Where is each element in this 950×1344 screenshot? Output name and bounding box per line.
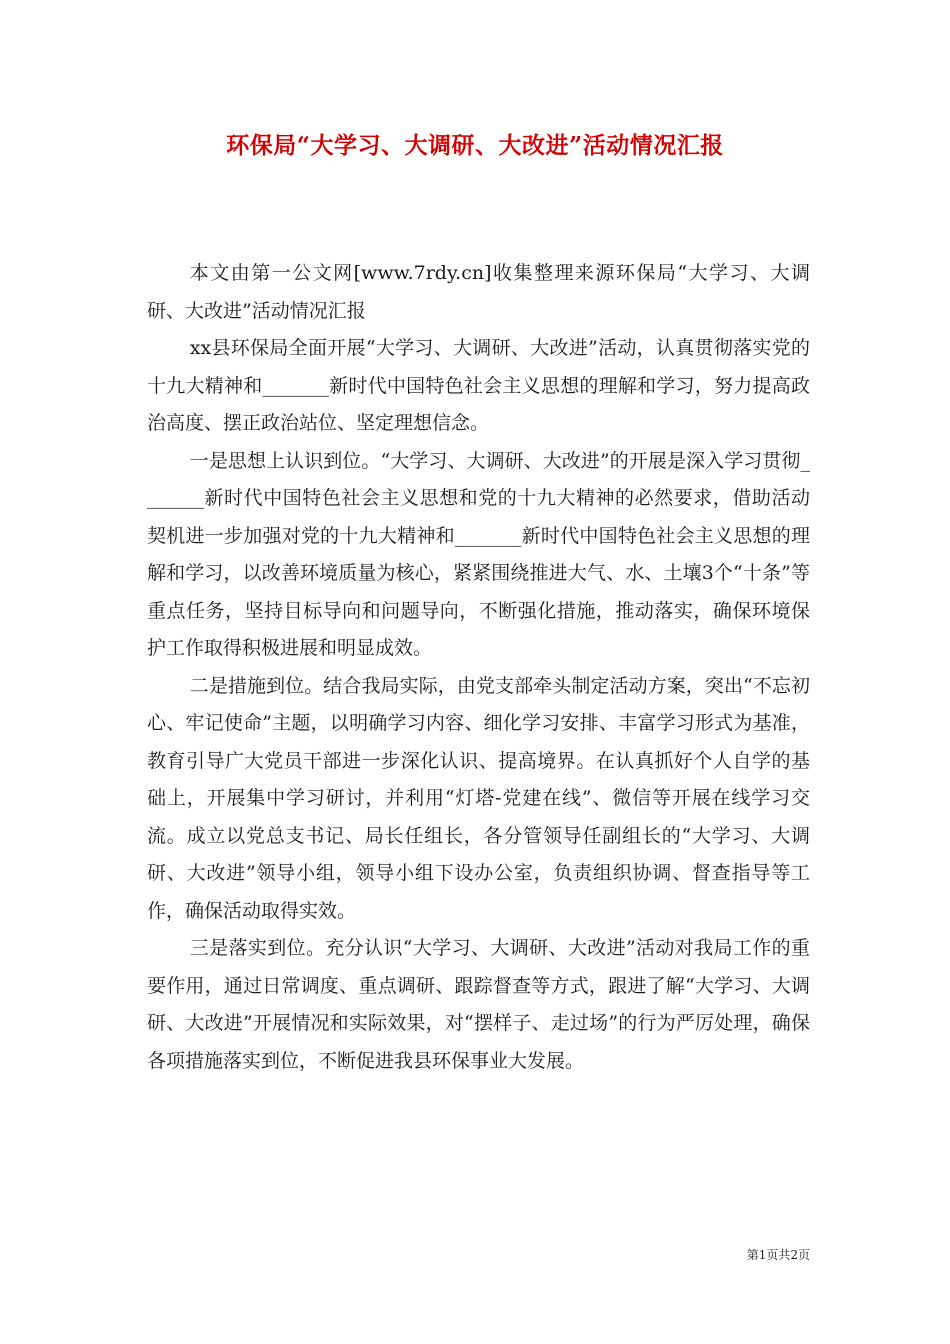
- paragraph-point-three: 三是落实到位。充分认识“大学习、大调研、大改进”活动对我局工作的重要作用，通过日常调度、重点调研、跟踪督查等方式，跟进了解“大学习、大调研、大改进”开展情况和实际效果，对“摆样子、走过场”的行为严厉处理，确保各项措施落实到位，不断促进我县环保事业大发展。: [147, 937, 810, 1072]
- page-title: 环保局“大学习、大调研、大改进”活动情况汇报: [226, 132, 724, 159]
- paragraph-point-two: 二是措施到位。结合我局实际，由党支部牵头制定活动方案，突出“不忘初心、牢记使命”主题，以明确学习内容、细化学习安排、丰富学习形式为基准，教育引导广大党员干部进一步深化认识、提高境界。在认真抓好个人自学的基础上，开展集中学习研讨，并利用“灯塔-党建在线”、微信等开展在线学习交流。成立以党总支书记、局长任组长，各分管领导任副组长的“大学习、大调研、大改进”领导小组，领导小组下设办公室，负责组织协调、督查指导等工作，确保活动取得实效。: [147, 674, 810, 922]
- document-body: [147, 255, 810, 1080]
- page-number: 第1页共2页: [746, 1248, 810, 1262]
- paragraph-intro: xx县环保局全面开展“大学习、大调研、大改进”活动，认真贯彻落实党的十九大精神和_______新时代中国特色社会主义思想的理解和学习，努力提高政治高度、摆正政治站位、坚定理想信念。: [147, 337, 810, 434]
- paragraph-point-one: 一是思想上认识到位。“大学习、大调研、大改进”的开展是深入学习贯彻_______新时代中国特色社会主义思想和党的十九大精神的必然要求，借助活动契机进一步加强对党的十九大精神和_______新时代中国特色社会主义思想的理解和学习，以改善环境质量为核心，紧紧围绕推进大气、水、土壤3个“十条”等重点任务，坚持目标导向和问题导向，不断强化措施，推动落实，确保环境保护工作取得积极进展和明显成效。: [147, 449, 810, 659]
- paragraph-source: 本文由第一公文网[www.7rdy.cn]收集整理来源环保局“大学习、大调研、大改进”活动情况汇报: [147, 262, 810, 322]
